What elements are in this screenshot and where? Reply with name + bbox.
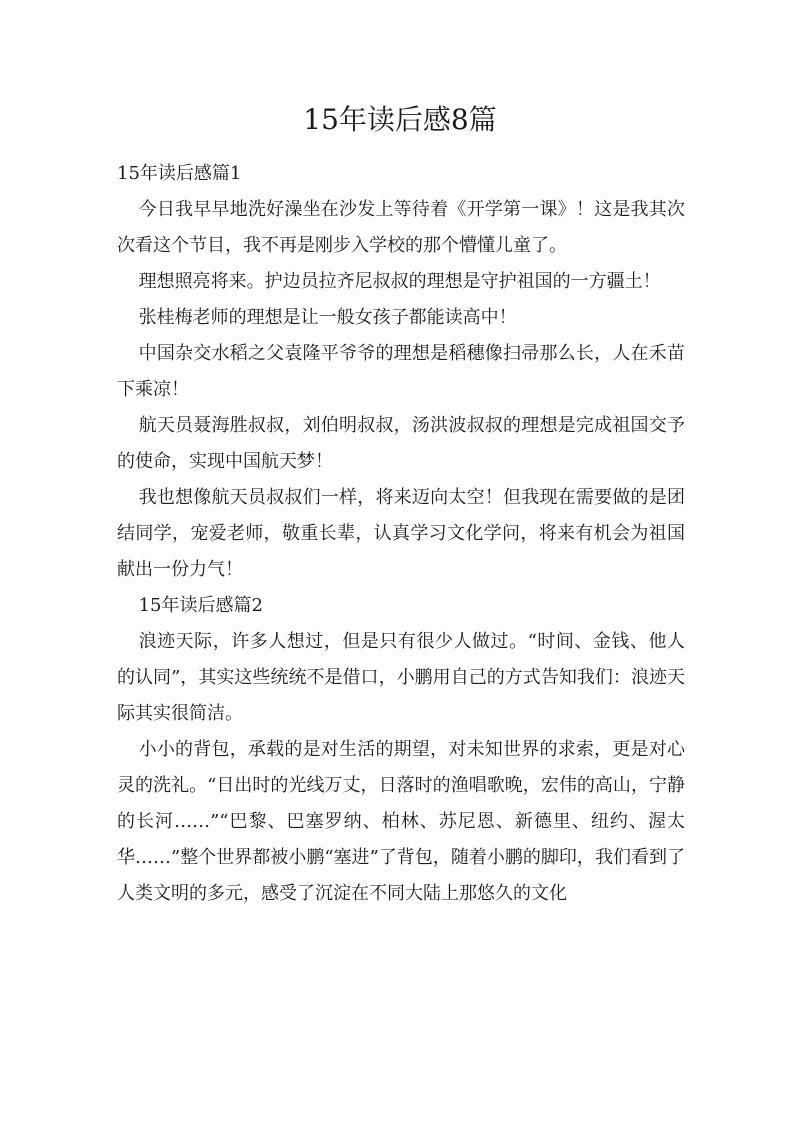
section-1: [117, 156, 685, 588]
section-heading: 15年读后感篇2: [138, 595, 263, 616]
document-body: [117, 156, 685, 912]
section-2: [117, 588, 685, 912]
paragraph: 小小的背包，承载的是对生活的期望，对未知世界的求索，更是对心灵的洗礼。“日出时的光线万丈，日落时的渔唱歌晚，宏伟的高山，宁静的长河……”“巴黎、巴塞罗纳、柏林、苏尼恩、新德里、纽约、渥太华……”整个世界都被小鹏“塞进”了背包，随着小鹏的脚印，我们看到了人类文明的多元，感受了沉淀在不同大陆上那悠久的文化: [117, 739, 685, 904]
paragraph: 浪迹天际，许多人想过，但是只有很少人做过。“时间、金钱、他人的认同”，其实这些统统不是借口，小鹏用自己的方式告知我们：浪迹天际其实很简洁。: [117, 631, 685, 724]
paragraph: 张桂梅老师的理想是让一般女孩子都能读高中！: [138, 307, 517, 328]
paragraph: 今日我早早地洗好澡坐在沙发上等待着《开学第一课》！这是我其次次看这个节目，我不再是刚步入学校的那个懵懂儿童了。: [117, 199, 685, 256]
document-title: 15年读后感8篇: [303, 103, 497, 136]
section-heading: 15年读后感篇1: [117, 163, 242, 184]
paragraph: 航天员聂海胜叔叔，刘伯明叔叔，汤洪波叔叔的理想是完成祖国交予的使命，实现中国航天梦！: [117, 415, 685, 472]
paragraph: 我也想像航天员叔叔们一样，将来迈向太空！但我现在需要做的是团结同学，宠爱老师，敬重长辈，认真学习文化学问，将来有机会为祖国献出一份力气！: [117, 487, 685, 580]
paragraph: 理想照亮将来。护边员拉齐尼叔叔的理想是守护祖国的一方疆土！: [138, 271, 661, 292]
paragraph: 中国杂交水稻之父袁隆平爷爷的理想是稻穗像扫帚那么长，人在禾苗下乘凉！: [117, 343, 685, 400]
